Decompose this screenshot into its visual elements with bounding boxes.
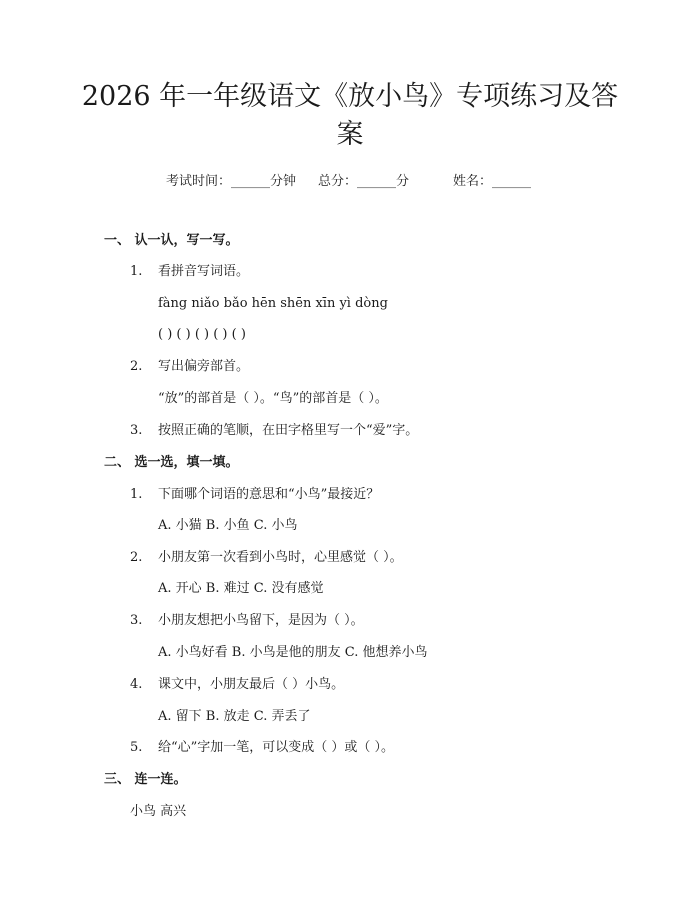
question-1-2-text: 写出偏旁部首。 (158, 359, 250, 374)
question-1-3-number: 3. (130, 423, 143, 438)
question-2-2-text: 小朋友第一次看到小鸟时，心里感觉（ ）。 (158, 550, 403, 565)
question-2-5-text: 给“心”字加一笔，可以变成（ ）或（ ）。 (158, 740, 395, 755)
section-2-heading: 二、 选一选，填一填。 (104, 455, 239, 470)
student-name-field: 姓名：______ (453, 174, 532, 189)
question-2-4-options: A. 留下 B. 放走 C. 弄丢了 (158, 709, 311, 724)
question-2-3-text: 小朋友想把小鸟留下，是因为（ ）。 (158, 613, 364, 628)
question-1-1-number: 1. (130, 264, 143, 279)
question-2-1-text: 下面哪个词语的意思和“小鸟”最接近？ (158, 487, 380, 502)
question-1-1-text: 看拼音写词语。 (158, 264, 250, 279)
question-1-2-number: 2. (130, 359, 143, 374)
title-line-2: 案 (336, 119, 364, 150)
section-1-heading: 一、 认一认，写一写。 (104, 233, 239, 248)
answer-blanks: ( ) ( ) ( ) ( ) ( ) (158, 327, 246, 342)
question-2-4-number: 4. (130, 677, 143, 692)
question-2-5-number: 5. (130, 740, 143, 755)
question-1-3-text: 按照正确的笔顺，在田字格里写一个“爱”字。 (158, 423, 419, 438)
question-2-3-options: A. 小鸟好看 B. 小鸟是他的朋友 C. 他想养小鸟 (158, 645, 428, 660)
question-2-4-text: 课文中，小朋友最后（ ）小鸟。 (158, 677, 345, 692)
title-line-1: 2026 年一年级语文《放小鸟》专项练习及答 (81, 81, 619, 112)
radical-question: “放”的部首是（ ）。“鸟”的部首是（ ）。 (158, 391, 388, 406)
total-score-field: 总分：______分 (318, 174, 410, 189)
question-2-2-options: A. 开心 B. 难过 C. 没有感觉 (158, 581, 324, 596)
question-2-1-number: 1. (130, 487, 143, 502)
question-2-3-number: 3. (130, 613, 143, 628)
question-2-2-number: 2. (130, 550, 143, 565)
section-3-heading: 三、 连一连。 (104, 772, 187, 787)
question-2-1-options: A. 小猫 B. 小鱼 C. 小鸟 (158, 518, 298, 533)
page-title (60, 78, 640, 154)
matching-items: 小鸟 高兴 (130, 804, 187, 819)
exam-time-field: 考试时间：______分钟 (166, 174, 297, 189)
pinyin-line: fàng niǎo bǎo hēn shēn xīn yì dòng (158, 296, 388, 311)
